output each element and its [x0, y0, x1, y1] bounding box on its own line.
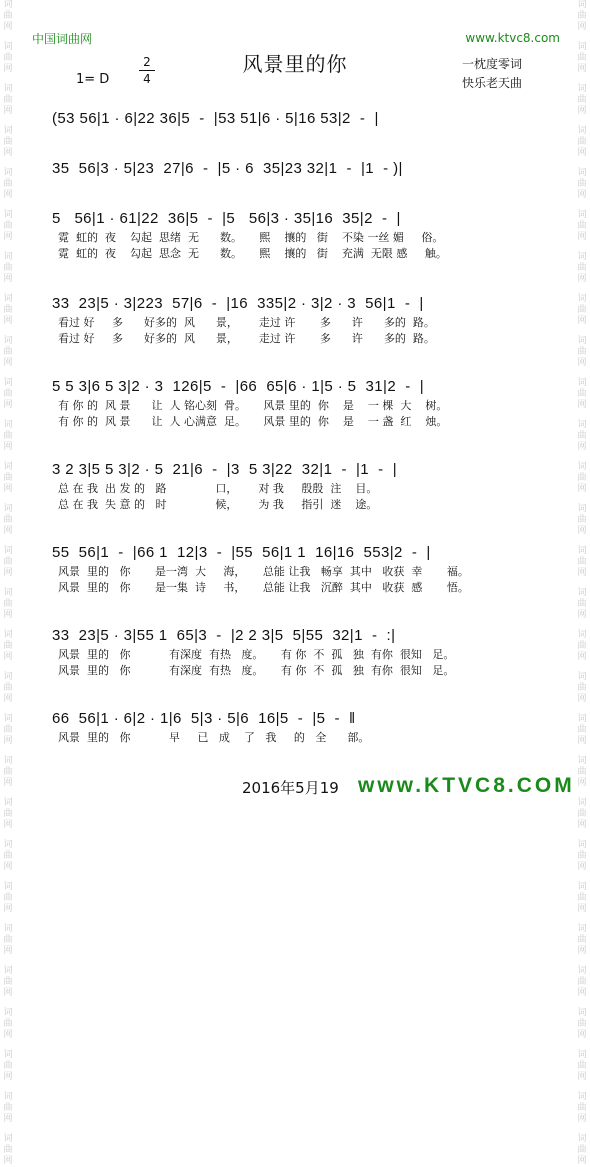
- watermark-text: 词 曲 网: [3, 1050, 13, 1082]
- watermark-text: 词 曲 网: [577, 1008, 587, 1040]
- watermark-text: 词 曲 网: [3, 252, 13, 284]
- footer-date: 2016年5月19: [242, 779, 339, 797]
- score-system: [52, 542, 557, 596]
- score-system: [52, 158, 557, 180]
- composer-credit: 快乐老天曲: [462, 76, 523, 90]
- watermark-text: 词 曲 网: [3, 0, 13, 32]
- watermark-text: 词 曲 网: [577, 0, 587, 32]
- site-url-right[interactable]: www.ktvc8.com: [465, 31, 560, 45]
- watermark-text: 词 曲 网: [3, 588, 13, 620]
- watermark-text: 词 曲 网: [3, 126, 13, 158]
- watermark-text: 词 曲 网: [3, 630, 13, 662]
- score-system: [52, 208, 557, 262]
- meter-bottom: 4: [143, 72, 151, 86]
- notation-line: 5 5 3|6 5 3|2 · 3 126|5 - |66 65|6 · 1|5 · 5 31|2 - |: [52, 378, 425, 395]
- watermark-text: 词 曲 网: [3, 378, 13, 410]
- notation-line: 3 2 3|5 5 3|2 · 5 21|6 - |3 5 3|22 32|1 - |1 - |: [52, 461, 397, 478]
- notation-line: (53 56|1 · 6|22 36|5 - |53 51|6 · 5|16 53|2 - |: [52, 110, 379, 127]
- lyric-line: 风景 里的 你 有深度 有热 度。 有 你 不 孤 独 有你 很知 足。: [58, 664, 455, 677]
- watermark-text: 词 曲 网: [577, 924, 587, 956]
- watermark-text: 词 曲 网: [577, 42, 587, 74]
- watermark-text: 词 曲 网: [3, 546, 13, 578]
- watermark-left: [0, 0, 16, 1166]
- time-signature: [139, 55, 155, 86]
- score-system: [52, 459, 557, 513]
- watermark-text: 词 曲 网: [3, 672, 13, 704]
- watermark-text: 词 曲 网: [577, 588, 587, 620]
- lyricist-credit: 一枕度零词: [462, 57, 523, 71]
- song-title: 风景里的你: [242, 52, 348, 76]
- watermark-text: 词 曲 网: [3, 462, 13, 494]
- watermark-text: 词 曲 网: [577, 714, 587, 746]
- watermark-text: 词 曲 网: [577, 672, 587, 704]
- watermark-text: 词 曲 网: [3, 882, 13, 914]
- watermark-text: 词 曲 网: [577, 420, 587, 452]
- watermark-text: 词 曲 网: [577, 252, 587, 284]
- watermark-text: 词 曲 网: [3, 966, 13, 998]
- watermark-text: 词 曲 网: [3, 42, 13, 74]
- score-system: [52, 376, 557, 430]
- watermark-text: 词 曲 网: [3, 420, 13, 452]
- watermark-text: 词 曲 网: [577, 84, 587, 116]
- lyric-line: 风景 里的 你 是一集 诗 书， 总能 让我 沉醉 其中 收获 感 悟。: [58, 581, 469, 594]
- lyric-line: 看过 好 多 好多的 风 景， 走过 许 多 许 多的 路。: [58, 316, 435, 329]
- lyric-line: 总 在 我 失 意 的 时 候， 为 我 指引 迷 途。: [58, 498, 378, 511]
- watermark-text: 词 曲 网: [577, 630, 587, 662]
- watermark-text: 词 曲 网: [577, 294, 587, 326]
- lyric-line: 风景 里的 你 有深度 有热 度。 有 你 不 孤 独 有你 很知 足。: [58, 648, 455, 661]
- footer-site-url[interactable]: www.KTVC8.COM: [358, 774, 575, 797]
- lyric-line: 风景 里的 你 早 已 成 了 我 的 全 部。: [58, 731, 370, 744]
- notation-line: 66 56|1 · 6|2 · 1|6 5|3 · 5|6 16|5 - |5 - ‖: [52, 710, 356, 727]
- watermark-text: 词 曲 网: [577, 1050, 587, 1082]
- watermark-right: [574, 0, 590, 1166]
- watermark-text: 词 曲 网: [3, 210, 13, 242]
- watermark-text: 词 曲 网: [577, 336, 587, 368]
- lyric-line: 总 在 我 出 发 的 路 口， 对 我 殷殷 注 目。: [58, 482, 378, 495]
- lyric-line: 有 你 的 风 景 让 人 心满意 足。 风景 里的 你 是 一 盏 红 烛。: [58, 415, 448, 428]
- lyric-line: 看过 好 多 好多的 风 景， 走过 许 多 许 多的 路。: [58, 332, 435, 345]
- lyric-line: 霓 虹的 夜 勾起 思绪 无 数。 熙 攘的 街 不染 一丝 媚 俗。: [58, 231, 444, 244]
- lyric-line: 有 你 的 风 景 让 人 铭心刻 骨。 风景 里的 你 是 一 棵 大 树。: [58, 399, 448, 412]
- watermark-text: 词 曲 网: [3, 168, 13, 200]
- notation-line: 33 23|5 · 3|223 57|6 - |16 335|2 · 3|2 · 3 56|1 - |: [52, 295, 424, 312]
- watermark-text: 词 曲 网: [577, 1092, 587, 1124]
- notation-line: 5 56|1 · 61|22 36|5 - |5 56|3 · 35|16 35|2 - |: [52, 210, 401, 227]
- key-signature: 1= D: [76, 72, 110, 87]
- watermark-text: 词 曲 网: [577, 462, 587, 494]
- notation-line: 55 56|1 - |66 1 12|3 - |55 56|1 1 16|16 553|2 - |: [52, 544, 431, 561]
- lyric-line: 风景 里的 你 是一湾 大 海， 总能 让我 畅享 其中 收获 幸 福。: [58, 565, 469, 578]
- watermark-text: 词 曲 网: [577, 840, 587, 872]
- watermark-text: 词 曲 网: [3, 714, 13, 746]
- lyric-line: 霓 虹的 夜 勾起 思念 无 数。 熙 攘的 街 充满 无限 感 触。: [58, 247, 447, 260]
- notation-line: 35 56|3 · 5|23 27|6 - |5 · 6 35|23 32|1 - |1 - )|: [52, 160, 403, 177]
- watermark-text: 词 曲 网: [3, 798, 13, 830]
- watermark-text: 词 曲 网: [577, 756, 587, 788]
- watermark-text: 词 曲 网: [3, 1134, 13, 1166]
- watermark-text: 词 曲 网: [577, 966, 587, 998]
- watermark-text: 词 曲 网: [577, 882, 587, 914]
- site-name-left[interactable]: 中国词曲网: [32, 32, 93, 46]
- score-system: [52, 108, 557, 130]
- score-system: [52, 625, 557, 679]
- score-system: [52, 293, 557, 347]
- meter-top: 2: [143, 55, 151, 69]
- watermark-text: 词 曲 网: [577, 504, 587, 536]
- score-system: [52, 708, 557, 746]
- watermark-text: 词 曲 网: [3, 294, 13, 326]
- watermark-text: 词 曲 网: [3, 336, 13, 368]
- watermark-text: 词 曲 网: [577, 126, 587, 158]
- notation-line: 33 23|5 · 3|55 1 65|3 - |2 2 3|5 5|55 32|1 - :|: [52, 627, 396, 644]
- watermark-text: 词 曲 网: [3, 1008, 13, 1040]
- watermark-text: 词 曲 网: [3, 84, 13, 116]
- watermark-text: 词 曲 网: [3, 924, 13, 956]
- watermark-text: 词 曲 网: [577, 210, 587, 242]
- watermark-text: 词 曲 网: [3, 1092, 13, 1124]
- watermark-text: 词 曲 网: [577, 168, 587, 200]
- watermark-text: 词 曲 网: [3, 840, 13, 872]
- watermark-text: 词 曲 网: [577, 1134, 587, 1166]
- watermark-text: 词 曲 网: [577, 546, 587, 578]
- watermark-text: 词 曲 网: [3, 504, 13, 536]
- watermark-text: 词 曲 网: [577, 798, 587, 830]
- watermark-text: 词 曲 网: [3, 756, 13, 788]
- watermark-text: 词 曲 网: [577, 378, 587, 410]
